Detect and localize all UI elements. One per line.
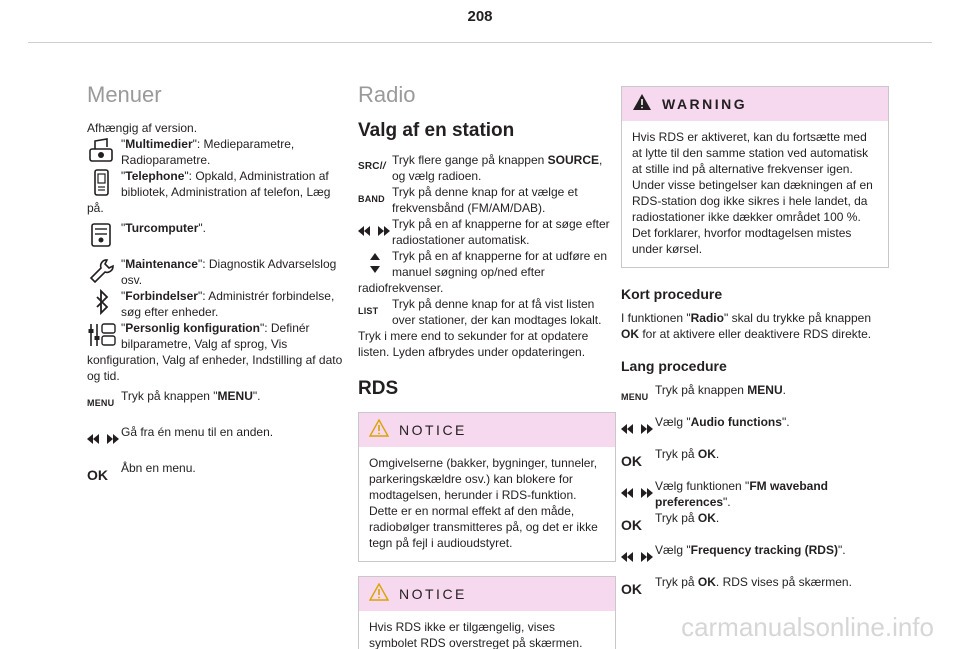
notice-title: NOTICE [399, 422, 467, 438]
ok-instruction: OK Åbn en menu. [87, 460, 349, 476]
arrows-instruction: Gå fra én menu til en anden. [87, 424, 349, 440]
right-column [621, 86, 889, 604]
multimedia-icon [87, 136, 121, 166]
lang-step: MENU Tryk på knappen MENU. [621, 382, 889, 398]
warning-triangle-icon [369, 419, 389, 442]
left-right-arrows-icon [358, 216, 392, 246]
menu-item-telephone: "Telephone": Opkald, Administration af bibliotek, Administration af telefon, Læg på. [87, 169, 331, 215]
menuer-column [87, 82, 349, 490]
source-button-icon: SRC/ / [358, 161, 386, 172]
lang-procedure-title: Lang procedure [621, 358, 727, 374]
menuer-intro: Afhængig af version. [87, 121, 198, 135]
radio-title: Radio [358, 82, 416, 107]
ok-button-icon: OK [621, 517, 642, 533]
menu-button-icon: MENU [621, 392, 649, 402]
up-down-arrows-icon [358, 248, 392, 278]
menu-item-maintenance: "Maintenance": Diagnostik Advarselslog osv. [87, 256, 349, 288]
menu-item-connections: "Forbindelser": Administrér forbindelse, søg efter enheder. [87, 288, 349, 320]
radio-item-seek: Tryk på en af knapperne for at søge efter radiostationer automatisk. [358, 216, 616, 248]
page-number: 208 [467, 8, 493, 25]
bluetooth-icon [87, 288, 121, 318]
left-right-arrows-icon [87, 424, 121, 454]
warning-body: Hvis RDS er aktiveret, kan du fortsætte med at lytte til den samme station ved automatisk at stille ind på alternative frekvenser igen. Under visse betingelser kan dækningen af en RDS-station dog ikke sikres i hele landet, da radiostationer ikke dækker området 100 %. Det forklarer, hvorfor modtagelsen mistes under kørsel. [632, 130, 873, 256]
left-right-arrows-icon [621, 478, 655, 508]
radio-item-band: BAND Tryk på denne knap for at vælge et frekvensbånd (FM/AM/DAB). [358, 185, 578, 215]
radio-item-source: SRC/ / Tryk flere gange på knappen SOURCE, og vælg radioen. [358, 153, 603, 183]
warning-triangle-icon [369, 583, 389, 606]
notice-body: Omgivelserne (bakker, bygninger, tunneler, parkeringskældre osv.) kan blokere for modtagelsen, herunder i RDS-funktion. Dette er en normal effekt af den måde, radiobølger transmitteres på, og det er ikke tegn på fejl i audioudstyret. [369, 456, 598, 550]
wrench-icon [87, 256, 121, 286]
warning-title: WARNING [662, 96, 748, 112]
menu-item-personal-config: "Personlig konfiguration": Definér bilparametre, Valg af sprog, Vis konfiguration, Valg af enheder, Indstilling af dato og tid. [87, 321, 343, 383]
notice-box-2 [358, 576, 616, 649]
rds-title: RDS [358, 378, 399, 399]
lang-step: OK Tryk på OK. [621, 446, 889, 462]
lang-step: OK Tryk på OK. RDS vises på skærmen. [621, 574, 889, 590]
radio-subtitle: Valg af en station [358, 120, 515, 141]
radio-item-manual: Tryk på en af knapperne for at udføre en manuel søgning op/ned efter radiofrekvenser. [358, 249, 608, 295]
settings-icon [87, 320, 121, 350]
menu-item-trip-computer: "Turcomputer". [87, 220, 349, 236]
menuer-title: Menuer [87, 82, 162, 107]
menu-button-instruction: MENU Tryk på knappen "MENU". [87, 388, 349, 404]
watermark: carmanualsonline.info [681, 612, 934, 642]
list-note: Tryk i mere end to sekunder for at opdatere listen. Lyden afbrydes under opdateringen. [358, 329, 589, 359]
radio-item-list: LIST Tryk på denne knap for at få vist listen over stationer, der kan modtages lokalt. [358, 297, 602, 327]
menu-item-multimedia: "Multimedier": Medieparametre, Radioparametre. [87, 136, 349, 168]
list-button-icon: LIST [358, 306, 379, 316]
lang-step: Vælg "Frequency tracking (RDS)". [621, 542, 889, 558]
ok-button-icon: OK [621, 453, 642, 469]
warning-box [621, 86, 889, 268]
kort-procedure-title: Kort procedure [621, 286, 723, 302]
warning-triangle-icon [632, 93, 652, 116]
phone-icon [87, 168, 121, 198]
notice-title: NOTICE [399, 586, 467, 602]
left-right-arrows-icon [621, 542, 655, 572]
left-right-arrows-icon [621, 414, 655, 444]
band-button-icon: BAND [358, 194, 385, 204]
ok-button-icon: OK [87, 467, 108, 483]
kort-procedure-text: I funktionen "Radio" skal du trykke på knappen OK for at aktivere eller deaktivere RDS direkte. [621, 311, 872, 341]
lang-step: Vælg funktionen "FM waveband preferences". [621, 478, 889, 510]
notice-box-1 [358, 412, 616, 562]
menu-button-icon: MENU [87, 398, 115, 408]
trip-computer-icon [87, 220, 121, 250]
ok-button-icon: OK [621, 581, 642, 597]
lang-step: Vælg "Audio functions". [621, 414, 889, 430]
lang-step: OK Tryk på OK. [621, 510, 889, 526]
notice-body: Hvis RDS ikke er tilgængelig, vises symbolet RDS overstreget på skærmen. [369, 620, 583, 649]
top-divider [28, 42, 932, 43]
radio-column [358, 82, 616, 649]
